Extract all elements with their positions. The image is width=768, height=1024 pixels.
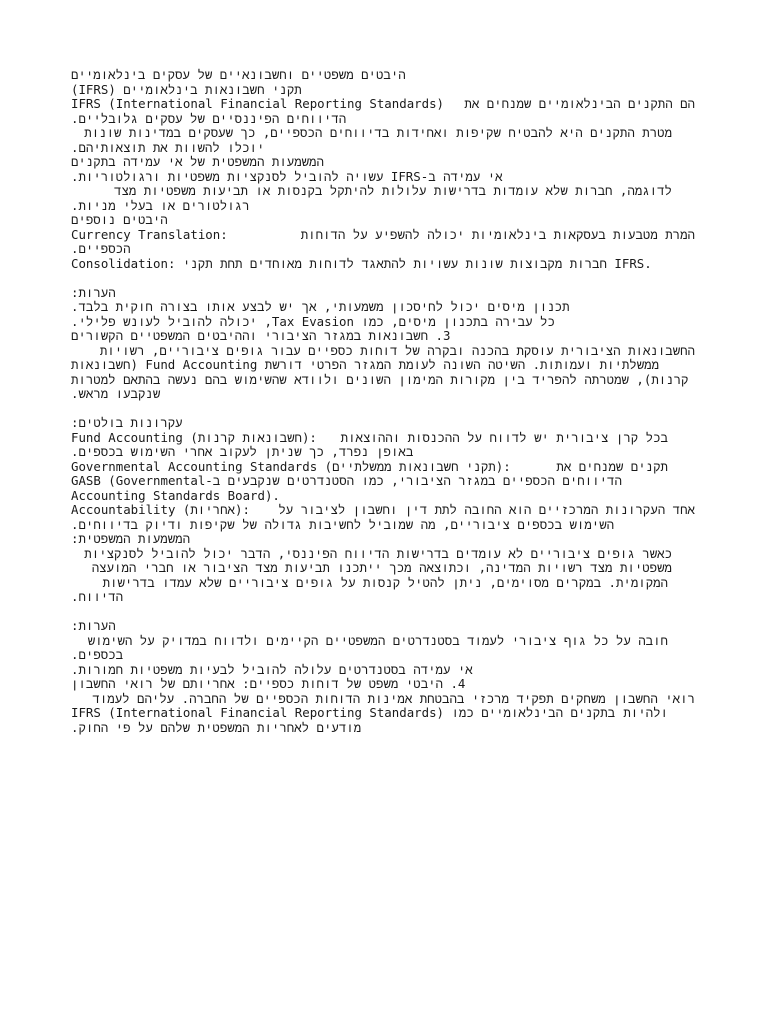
text-segment-left: יוכלו להשוות את תוצאותיהם. bbox=[71, 139, 265, 155]
text-line bbox=[0, 721, 768, 736]
text-segment-left: Accountability (אחריות): bbox=[71, 502, 250, 517]
text-segment-left: אי עמידה ב-IFRS עשויה להוביל לסנקציות משפטיות ורגולטוריות. bbox=[71, 168, 503, 184]
text-line bbox=[0, 532, 768, 547]
text-line bbox=[0, 344, 768, 359]
text-line bbox=[0, 489, 768, 504]
text-segment-right: רואי החשבון משחקים תפקיד מרכזי בהבטחת אמינות הדוחות הכספיים של החברה. עליהם לעמוד bbox=[92, 690, 695, 706]
text-segment-left: אי עמידה בסטנדרטים עלולה להוביל לבעיות משפטיות חמורות. bbox=[71, 661, 473, 677]
text-segment-left: כל עבירה בתכנון מיסים, כמו Tax Evasion, יכולה להוביל לעונש פלילי. bbox=[71, 313, 555, 329]
text-segment-left: הכספיים. bbox=[71, 241, 131, 256]
text-line bbox=[0, 605, 768, 620]
text-line bbox=[0, 677, 768, 692]
text-segment-left: Currency Translation: bbox=[71, 226, 228, 242]
text-segment-right: תקנים שמנחים את bbox=[556, 458, 668, 474]
text-line bbox=[0, 228, 768, 243]
text-segment-left: שנקבעו מראש. bbox=[71, 386, 161, 401]
text-line bbox=[0, 83, 768, 98]
text-segment-right: משפטיות מצד רשויות המדינה, וכתוצאה מכך ייתכנו תביעות מצד הציבור או חברי המועצה bbox=[91, 560, 672, 575]
text-segment-left: הדיווחים הכספיים במגזר הציבורי, כמו הסטנדרטים שנקבעים ב-GASB (Governmental bbox=[71, 473, 622, 488]
text-line bbox=[0, 358, 768, 373]
text-segment-left: תקני חשבונאות בינלאומיים (IFRS) bbox=[71, 81, 302, 97]
text-segment-left: המשמעות המשפטית של אי עמידה בתקנים bbox=[71, 154, 324, 169]
text-line bbox=[0, 706, 768, 721]
text-line bbox=[0, 402, 768, 417]
text-segment-right: הם התקנים הבינלאומיים שמנחים את bbox=[464, 96, 695, 111]
text-segment-right: כאשר גופים ציבוריים לא עומדים בדרישות הדיווח הפיננסי, הדבר יכול להוביל לסנקציות bbox=[84, 545, 672, 561]
text-line bbox=[0, 460, 768, 475]
text-segment-left: השימוש בכספים ציבוריים, מה שמוביל לחשיבות גדולה של שקיפות ודיוק בדיווחים. bbox=[71, 516, 615, 532]
text-line bbox=[0, 257, 768, 272]
text-segment-right: המרת מטבעות בעסקאות בינלאומיות יכולה להשפיע על הדוחות bbox=[300, 226, 695, 242]
text-segment-left: הערות: bbox=[71, 618, 116, 633]
text-segment-right: מטרת התקנים היא להבטיח שקיפות ואחידות בדיווחים הכספיים, כך שעסקים במדינות שונות bbox=[84, 125, 672, 140]
text-line bbox=[0, 648, 768, 663]
text-line bbox=[0, 547, 768, 562]
text-segment-left: עקרונות בולטים: bbox=[71, 415, 183, 430]
text-line bbox=[0, 97, 768, 112]
text-segment-left: IFRS (International Financial Reporting Standards) bbox=[71, 96, 444, 111]
text-segment-right: לדוגמה, חברות שלא עומדות בדרישות עלולות להיתקל בקנסות או תביעות משפטיות מצד bbox=[114, 183, 672, 198]
text-segment-left: היבטים נוספים bbox=[71, 212, 168, 227]
text-segment-left: היבטים משפטיים וחשבונאיים של עסקים בינלאומיים bbox=[71, 68, 406, 82]
text-line bbox=[0, 518, 768, 533]
text-line bbox=[0, 184, 768, 199]
text-line bbox=[0, 590, 768, 605]
text-segment-left: המשמעות המשפטית: bbox=[71, 531, 191, 546]
text-segment-left: הדיווחים הפיננסיים של עסקים גלובליים. bbox=[71, 110, 347, 126]
text-line bbox=[0, 474, 768, 489]
text-segment-left: הדיווח. bbox=[71, 589, 124, 604]
text-segment-right: החשבונאות הציבורית עוסקת בהכנה ובקרה של דוחות כספיים עבור גופים ציבוריים, רשויות bbox=[99, 342, 695, 358]
text-segment-left: הערות: bbox=[71, 284, 116, 300]
text-segment-right: המקומית. במקרים מסוימים, ניתן להטיל קנסות על גופים ציבוריים שלא עמדו בדרישות bbox=[102, 574, 668, 590]
text-line bbox=[0, 300, 768, 315]
text-line bbox=[0, 126, 768, 141]
text-line bbox=[0, 68, 768, 83]
text-segment-left: Accounting Standards Board). bbox=[71, 487, 280, 503]
text-segment-right: אחד העקרונות המרכזיים הוא החובה לתת דין וחשבון לציבור על bbox=[278, 502, 695, 517]
text-line bbox=[0, 242, 768, 257]
text-line bbox=[0, 619, 768, 634]
text-line bbox=[0, 503, 768, 518]
text-line bbox=[0, 387, 768, 402]
document-page bbox=[0, 68, 768, 1008]
text-line bbox=[0, 155, 768, 170]
text-line bbox=[0, 576, 768, 591]
text-segment-left: 3. חשבונאות במגזר הציבורי וההיבטים המשפטיים הקשורים bbox=[71, 328, 451, 343]
text-segment-left: בתקנים הבינלאומיים כמו IFRS (International Financial Reporting Standards) bbox=[71, 705, 616, 720]
text-line bbox=[0, 271, 768, 286]
text-line bbox=[0, 663, 768, 678]
text-segment-left: באופן נפרד, כך שניתן לעקוב אחרי השימוש בכספים. bbox=[71, 444, 414, 459]
text-segment-left: Consolidation: חברות מקבוצות שונות עשויות להתאגד לדוחות מאוחדים תחת תקני IFRS. bbox=[71, 255, 652, 271]
text-line bbox=[0, 431, 768, 446]
text-segment-left: רגולטורים או בעלי מניות. bbox=[71, 197, 250, 213]
text-segment-left: תכנון מיסים יכול לחיסכון משמעותי, אך יש לבצע אותו בצורה חוקית בלבד. bbox=[71, 299, 570, 314]
text-line bbox=[0, 561, 768, 576]
text-line bbox=[0, 445, 768, 460]
text-segment-right: בכל קרן ציבורית יש לדווח על ההכנסות וההוצאות bbox=[340, 429, 668, 445]
text-line bbox=[0, 416, 768, 431]
text-line bbox=[0, 315, 768, 330]
text-segment-left: בכספים. bbox=[71, 647, 124, 662]
text-segment-left: Governmental Accounting Standards (תקני חשבונאות ממשלתיים): bbox=[71, 458, 511, 474]
text-line bbox=[0, 199, 768, 214]
text-line bbox=[0, 213, 768, 228]
text-line bbox=[0, 373, 768, 388]
text-line bbox=[0, 692, 768, 707]
text-segment-right: חובה על כל גוף ציבורי לעמוד בסטנדרטים המשפטיים הקיימים ולדווח במדויק על השימוש bbox=[87, 632, 668, 648]
text-segment-left: קרנות), שמטרתה להפריד בין מקורות המימון השונים ולוודא שהשימוש בהם נעשה בהתאם למטרות bbox=[71, 371, 689, 387]
text-segment-left: מודעים לאחריות המשפטית שלהם על פי החוק. bbox=[71, 719, 362, 735]
text-segment-left: Fund Accounting (חשבונאות קרנות): bbox=[71, 429, 317, 445]
text-line bbox=[0, 112, 768, 127]
text-line bbox=[0, 141, 768, 156]
text-segment-left: 4. היבטי משפט של דוחות כספיים: אחריותם של רואי החשבון bbox=[71, 676, 466, 691]
text-segment-right: ולהיות bbox=[623, 705, 668, 720]
text-line bbox=[0, 286, 768, 301]
text-segment-left: ממשלתיות ועמותות. השיטה השונה לעומת המגזר הפרטי דורשת Fund Accounting (חשבונאות bbox=[71, 357, 660, 372]
text-line bbox=[0, 329, 768, 344]
text-line bbox=[0, 170, 768, 185]
text-line bbox=[0, 634, 768, 649]
